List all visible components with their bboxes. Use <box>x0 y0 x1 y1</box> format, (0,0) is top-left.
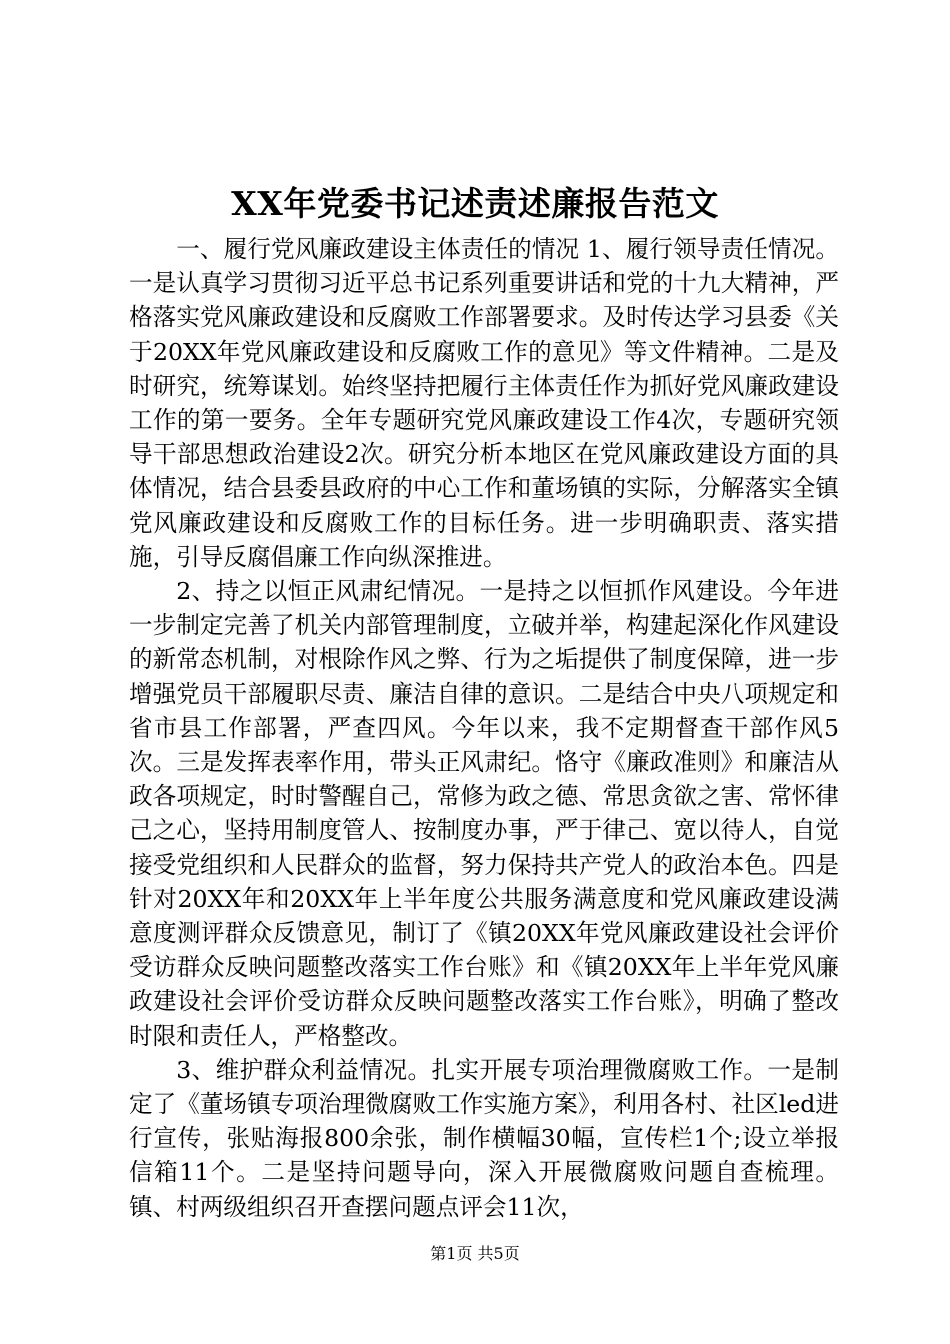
document-title: XX年党委书记述责述廉报告范文 <box>231 184 719 223</box>
paragraph: 2、持之以恒正风肃纪情况。一是持之以恒抓作风建设。今年进一步制定完善了机关内部管理制度，立破并举，构建起深化作风建设的新常态机制，对根除作风之弊、行为之垢提供了制度保障，进一步增强党员干部履职尽责、廉洁自律的意识。二是结合中央八项规定和省市县工作部署，严查四风。今年以来，我不定期督查干部作风5次。三是发挥表率作用，带头正风肃纪。恪守《廉政准则》和廉洁从政各项规定，时时警醒自己，常修为政之德、常思贪欲之害、常怀律己之心，坚持用制度管人、按制度办事，严于律己、宽以待人，自觉接受党组织和人民群众的监督，努力保持共产党人的政治本色。四是针对20XX年和20XX年上半年度公共服务满意度和党风廉政建设满意度测评群众反馈意见，制订了《镇20XX年党风廉政建设社会评价受访群众反映问题整改落实工作台账》和《镇20XX年上半年党风廉政建设社会评价受访群众反映问题整改落实工作台账》，明确了整改时限和责任人，严格整改。 <box>129 577 839 1050</box>
paragraph: 一、履行党风廉政建设主体责任的情况 1、履行领导责任情况。一是认真学习贯彻习近平总书记系列重要讲话和党的十九大精神，严格落实党风廉政建设和反腐败工作部署要求。及时传达学习县委《关于20XX年党风廉政建设和反腐败工作的意见》等文件精神。二是及时研究，统筹谋划。始终坚持把履行主体责任作为抓好党风廉政建设工作的第一要务。全年专题研究党风廉政建设工作4次，专题研究领导干部思想政治建设2次。研究分析本地区在党风廉政建设方面的具体情况，结合县委县政府的中心工作和董场镇的实际，分解落实全镇党风廉政建设和反腐败工作的目标任务。进一步明确职责、落实措施，引导反腐倡廉工作向纵深推进。 <box>129 235 839 571</box>
paragraph: 3、维护群众利益情况。扎实开展专项治理微腐败工作。一是制定了《董场镇专项治理微腐败工作实施方案》，利用各村、社区led进行宣传，张贴海报800余张，制作横幅30幅，宣传栏1个;设立举报信箱11个。二是坚持问题导向，深入开展微腐败问题自查梳理。镇、村两级组织召开查摆问题点评会11次， <box>129 1055 839 1221</box>
page-number-footer: 第1页 共5页 <box>430 1244 520 1263</box>
document-body <box>129 232 839 1224</box>
